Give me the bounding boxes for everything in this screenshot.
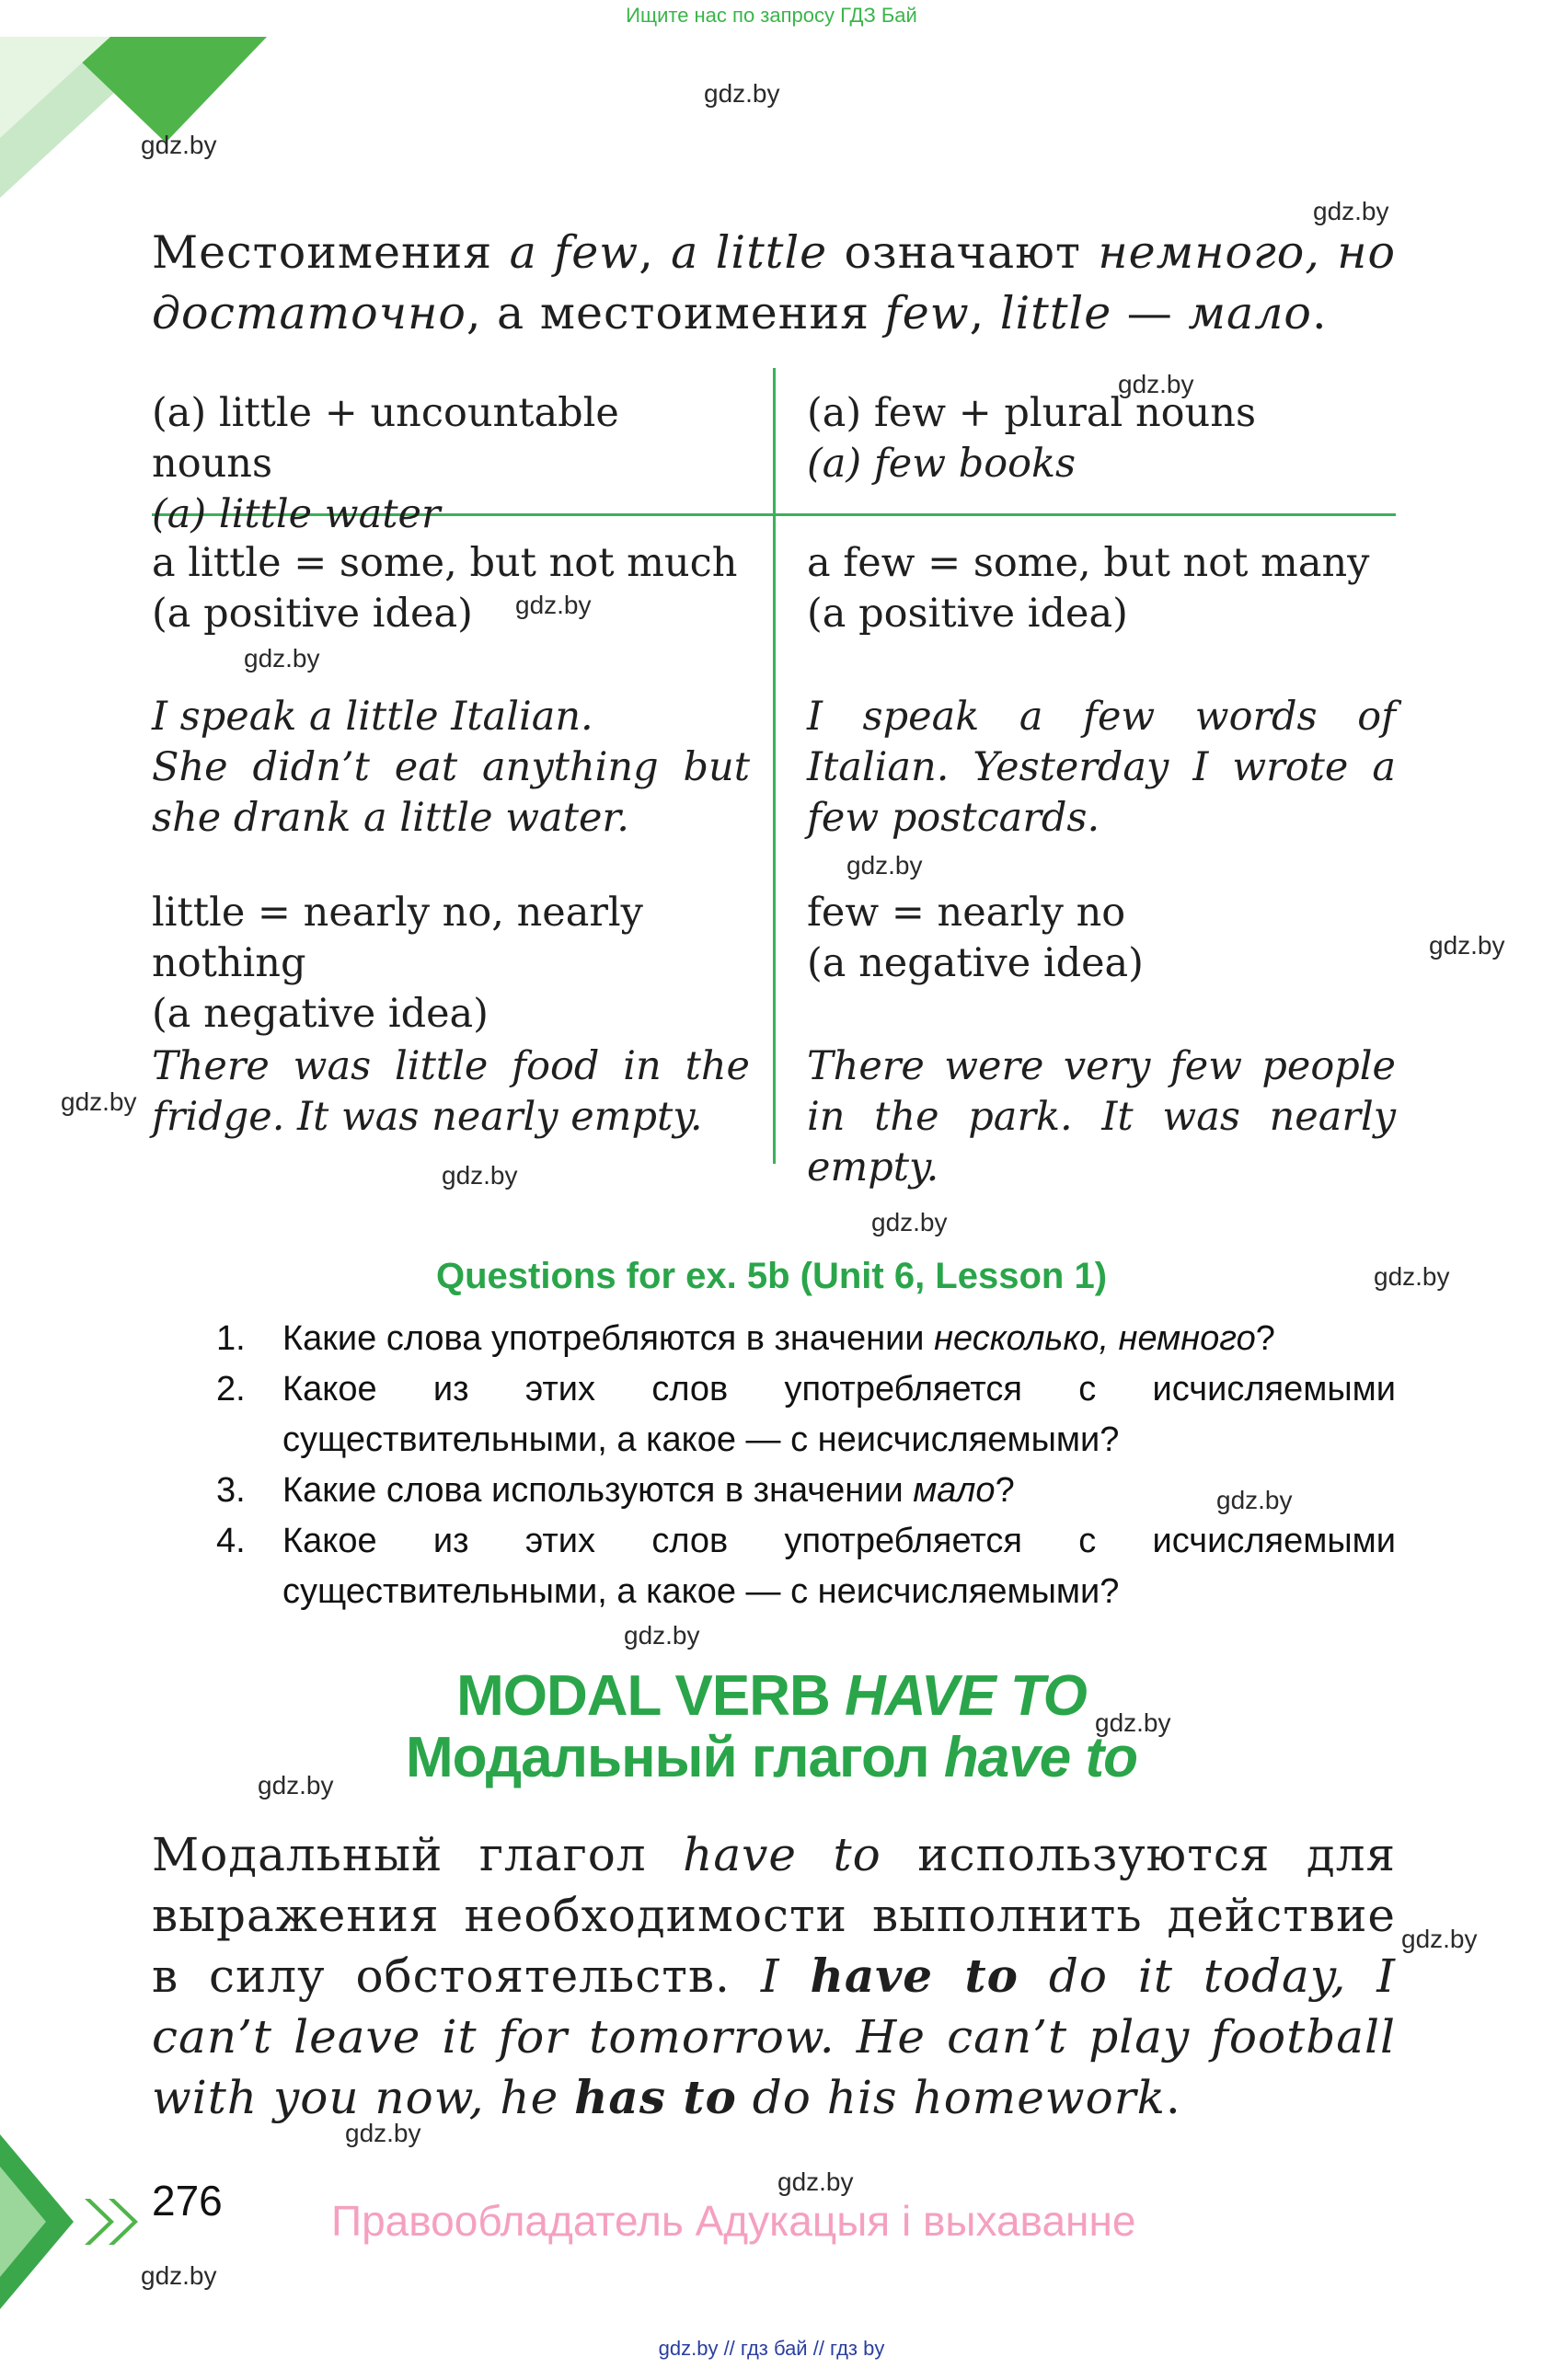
watermark: gdz.by (1095, 1708, 1171, 1737)
right-positive-rule: a few = some, but not many (a positive idea) (807, 540, 1370, 637)
left-positive-rule: a little = some, but not much (a positive idea) (152, 540, 738, 637)
right-negative-rule: few = nearly no (a negative idea) (807, 890, 1144, 986)
list-item: 3. Какие слова используются в значении мало? (216, 1471, 1015, 1510)
watermark: gdz.by (777, 2167, 854, 2196)
watermark: gdz.by (871, 1208, 948, 1236)
watermark: gdz.by (141, 2261, 217, 2290)
section-heading-en: MODAL VERB HAVE TO (456, 1664, 1087, 1728)
copyright-notice: Правообладатель Адукацыя і выхаванне (331, 2197, 1136, 2245)
right-column-header: (a) few + plural nouns (a) few books (807, 390, 1257, 487)
questions-title: Questions for ex. 5b (Unit 6, Lesson 1) (435, 1256, 1108, 1296)
watermark: gdz.by (1313, 197, 1389, 225)
watermark: gdz.by (624, 1621, 700, 1650)
watermark: gdz.by (1118, 370, 1194, 398)
corner-decoration-top (0, 0, 267, 202)
watermark: gdz.by (704, 79, 780, 108)
section-heading-ru: Модальный глагол have to (406, 1726, 1137, 1789)
top-banner: Ищите нас по запросу ГДЗ Бай (626, 4, 917, 27)
watermark: gdz.by (515, 591, 592, 619)
footer-links[interactable]: gdz.by // гдз бай // гдз by (658, 2337, 885, 2360)
watermark: gdz.by (258, 1771, 334, 1799)
intro-paragraph: Местоимения a few, a little означают немного, но достаточно, а местоимения few, little — мало. (152, 226, 1396, 339)
right-positive-examples: I speak a few words of Italian. Yesterday I wrote a few postcards. (807, 694, 1396, 841)
modal-verb-paragraph: Модальный глагол have to используются для выражения необходимости выполнить действие в силу обстоятельств. I have to do it today, I can’t leave it for tomorrow. He can’t play football with you now, he has to do his homework. (152, 1828, 1397, 2124)
watermark: gdz.by (61, 1087, 137, 1116)
watermark: gdz.by (846, 851, 923, 880)
left-positive-examples: I speak a little Italian. She didn’t eat anything but she drank a little water. (152, 694, 750, 841)
list-item: 2. Какое из этих слов употребляется с исчисляемыми существительными, а какое — с неисчисляемыми? (216, 1370, 1396, 1459)
watermark: gdz.by (442, 1161, 518, 1190)
list-item: 4. Какое из этих слов употребляется с исчисляемыми существительными, а какое — с неисчисляемыми? (216, 1522, 1396, 1611)
corner-decoration-bottom (0, 2116, 147, 2318)
watermark: gdz.by (1401, 1925, 1478, 1953)
watermark: gdz.by (1429, 931, 1505, 960)
left-negative-example: There was little food in the fridge. It was nearly empty. (152, 1043, 750, 1140)
list-item: 1. Какие слова употребляются в значении несколько, немного? (216, 1319, 1275, 1358)
left-column-header: (a) little + uncountable nouns (a) little water (152, 390, 619, 537)
right-negative-example: There were very few people in the park. It was nearly empty. (807, 1043, 1396, 1190)
watermark: gdz.by (1374, 1262, 1450, 1291)
watermark: gdz.by (141, 131, 217, 159)
page-number: 276 (152, 2177, 223, 2225)
left-negative-rule: little = nearly no, nearly nothing (a negative idea) (152, 890, 643, 1037)
watermark: gdz.by (345, 2119, 421, 2147)
watermark: gdz.by (244, 644, 320, 673)
watermark: gdz.by (1216, 1486, 1293, 1514)
questions-list (216, 1314, 1396, 1617)
table-divider-vertical (773, 368, 776, 1164)
